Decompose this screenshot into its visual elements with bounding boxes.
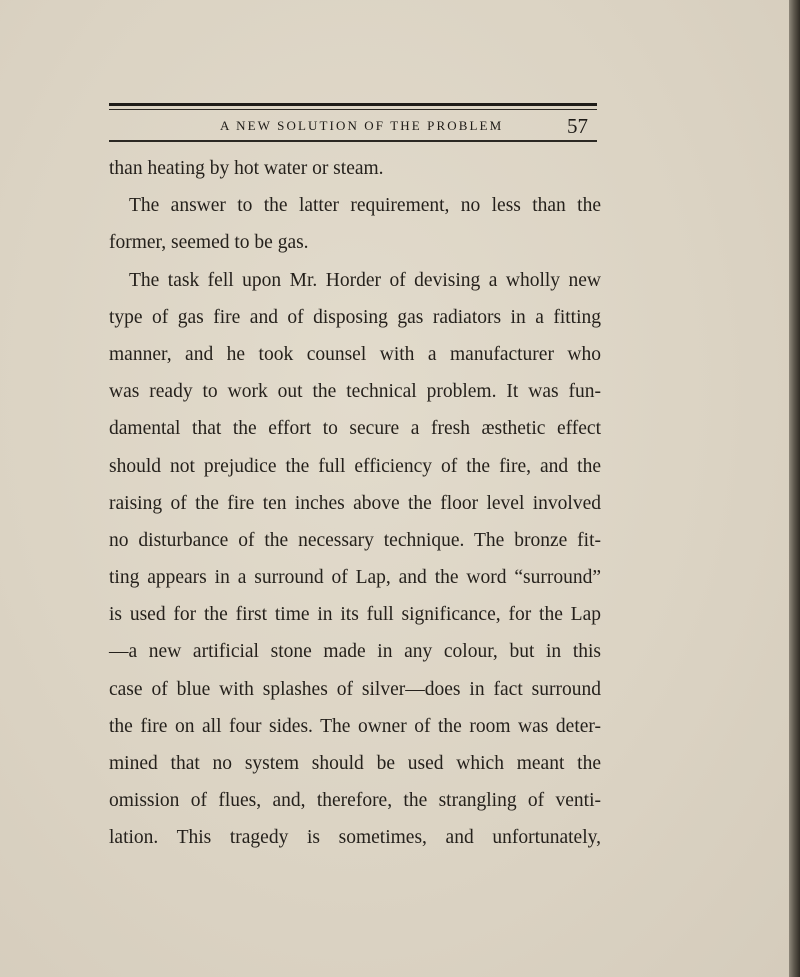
text-line: damental that the effort to secure a fresh æsthetic effect (109, 418, 601, 440)
text-line: the fire on all four sides. The owner of the room was deter- (109, 715, 601, 737)
text-line: case of blue with splashes of silver—does in fact surround (109, 678, 601, 700)
text-line: omission of flues, and, therefore, the strangling of venti- (109, 790, 601, 812)
text-line: lation. This tragedy is sometimes, and unfortunately, (109, 827, 601, 849)
text-line: mined that no system should be used which meant the (109, 753, 601, 774)
book-page-edge (789, 0, 800, 977)
running-head: A NEW SOLUTION OF THE PROBLEM (220, 118, 504, 133)
header-rule-bottom (109, 140, 597, 142)
text-line: should not prejudice the full efficiency of the fire, and the (109, 455, 601, 477)
text-line: type of gas fire and of disposing gas radiators in a fitting (109, 306, 601, 328)
text-line: than heating by hot water or steam. (109, 158, 384, 179)
text-line: The answer to the latter requirement, no less than the (129, 195, 601, 217)
header-rule-thin (109, 109, 597, 110)
text-line: ting appears in a surround of Lap, and the word “surround” (109, 567, 601, 589)
header-rule-thick (109, 103, 597, 106)
page-number: 57 (567, 114, 588, 138)
text-line: was ready to work out the technical problem. It was fun- (109, 381, 601, 403)
text-line: —a new artificial stone made in any colour, but in this (109, 641, 601, 663)
text-line: is used for the first time in its full significance, for the Lap (109, 604, 601, 626)
text-line: raising of the fire ten inches above the floor level involved (109, 492, 601, 514)
text-line: manner, and he took counsel with a manufacturer who (109, 343, 601, 365)
text-line: former, seemed to be gas. (109, 232, 309, 254)
text-line: The task fell upon Mr. Horder of devising a wholly new (129, 269, 601, 291)
text-line: no disturbance of the necessary technique. The bronze fit- (109, 529, 601, 551)
body-text (109, 150, 601, 857)
